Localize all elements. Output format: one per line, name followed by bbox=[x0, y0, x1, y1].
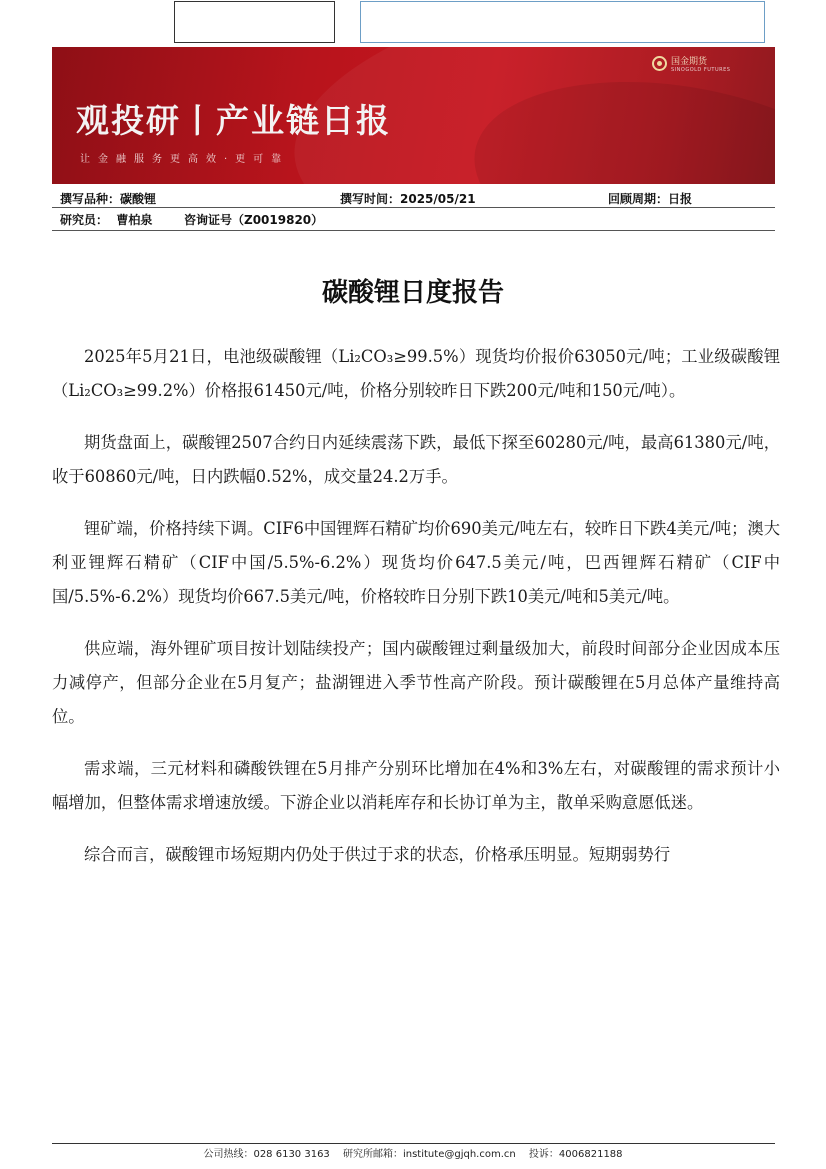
logo-text-group bbox=[671, 54, 730, 73]
meta-date: 撰写时间：2025/05/21 bbox=[340, 192, 476, 206]
paragraph-spot-price: 2025年5月21日，电池级碳酸锂（Li₂CO₃≥99.5%）现货均价报价63050元/吨；工业级碳酸锂（Li₂CO₃≥99.2%）价格报61450元/吨，价格分别较昨日下跌200元/吨和150元/吨）。 bbox=[52, 347, 780, 400]
paragraph-demand: 需求端，三元材料和磷酸铁锂在5月排产分别环比增加在4%和3%左右，对碳酸锂的需求预计小幅增加，但整体需求增速放缓。下游企业以消耗库存和长协订单为主，散单采购意愿低迷。 bbox=[52, 759, 780, 812]
meta-license: 咨询证号（Z0019820） bbox=[184, 213, 324, 227]
footer-email: 研究所邮箱：institute@gjqh.com.cn bbox=[342, 1149, 516, 1160]
meta-period: 回顾周期：日报 bbox=[608, 192, 693, 206]
meta-divider bbox=[52, 207, 775, 208]
meta-divider bbox=[52, 230, 775, 231]
footer-hotline: 公司热线：028 6130 3163 bbox=[203, 1149, 330, 1160]
meta-researcher: 研究员： 曹柏泉 bbox=[60, 213, 153, 227]
banner-title: 观投研丨产业链日报 bbox=[76, 101, 391, 140]
logo-subtext: SINOGOLD FUTURES bbox=[671, 67, 731, 73]
paragraph-supply: 供应端，海外锂矿项目按计划陆续投产；国内碳酸锂过剩量级加大，前段时间部分企业因成本压力减停产，但部分企业在5月复产；盐湖锂进入季节性高产阶段。预计碳酸锂在5月总体产量维持高位。 bbox=[52, 639, 780, 726]
footer-complaint: 投诉：4006821188 bbox=[528, 1149, 623, 1160]
header-box-left bbox=[174, 1, 335, 43]
header-box-right bbox=[360, 1, 765, 43]
page-footer bbox=[0, 1145, 826, 1160]
meta-variety: 撰写品种：碳酸锂 bbox=[60, 192, 157, 206]
report-body bbox=[52, 340, 780, 890]
paragraph-summary: 综合而言，碳酸锂市场短期内仍处于供过于求的状态，价格承压明显。短期弱势行 bbox=[84, 845, 671, 864]
paragraph-lithium-ore: 锂矿端，价格持续下调。CIF6中国锂辉石精矿均价690美元/吨左右，较昨日下跌4美元/吨；澳大利亚锂辉石精矿（CIF中国/5.5%-6.2%）现货均价647.5美元/吨，巴西锂辉石精矿（CIF中国/5.5%-6.2%）现货均价667.5美元/吨，价格较昨日分别下跌10美元/吨和5美元/吨。 bbox=[52, 519, 780, 606]
company-logo bbox=[652, 54, 730, 73]
report-banner bbox=[52, 47, 775, 184]
banner-slogan: 让金融服务更高效·更可靠 bbox=[80, 154, 290, 165]
footer-divider bbox=[52, 1143, 775, 1144]
paragraph-futures: 期货盘面上，碳酸锂2507合约日内延续震荡下跌，最低下探至60280元/吨，最高61380元/吨，收于60860元/吨，日内跌幅0.52%，成交量24.2万手。 bbox=[52, 433, 780, 486]
logo-icon bbox=[652, 56, 667, 71]
document-title: 碳酸锂日度报告 bbox=[321, 278, 504, 308]
logo-text: 国金期货 bbox=[671, 57, 708, 67]
